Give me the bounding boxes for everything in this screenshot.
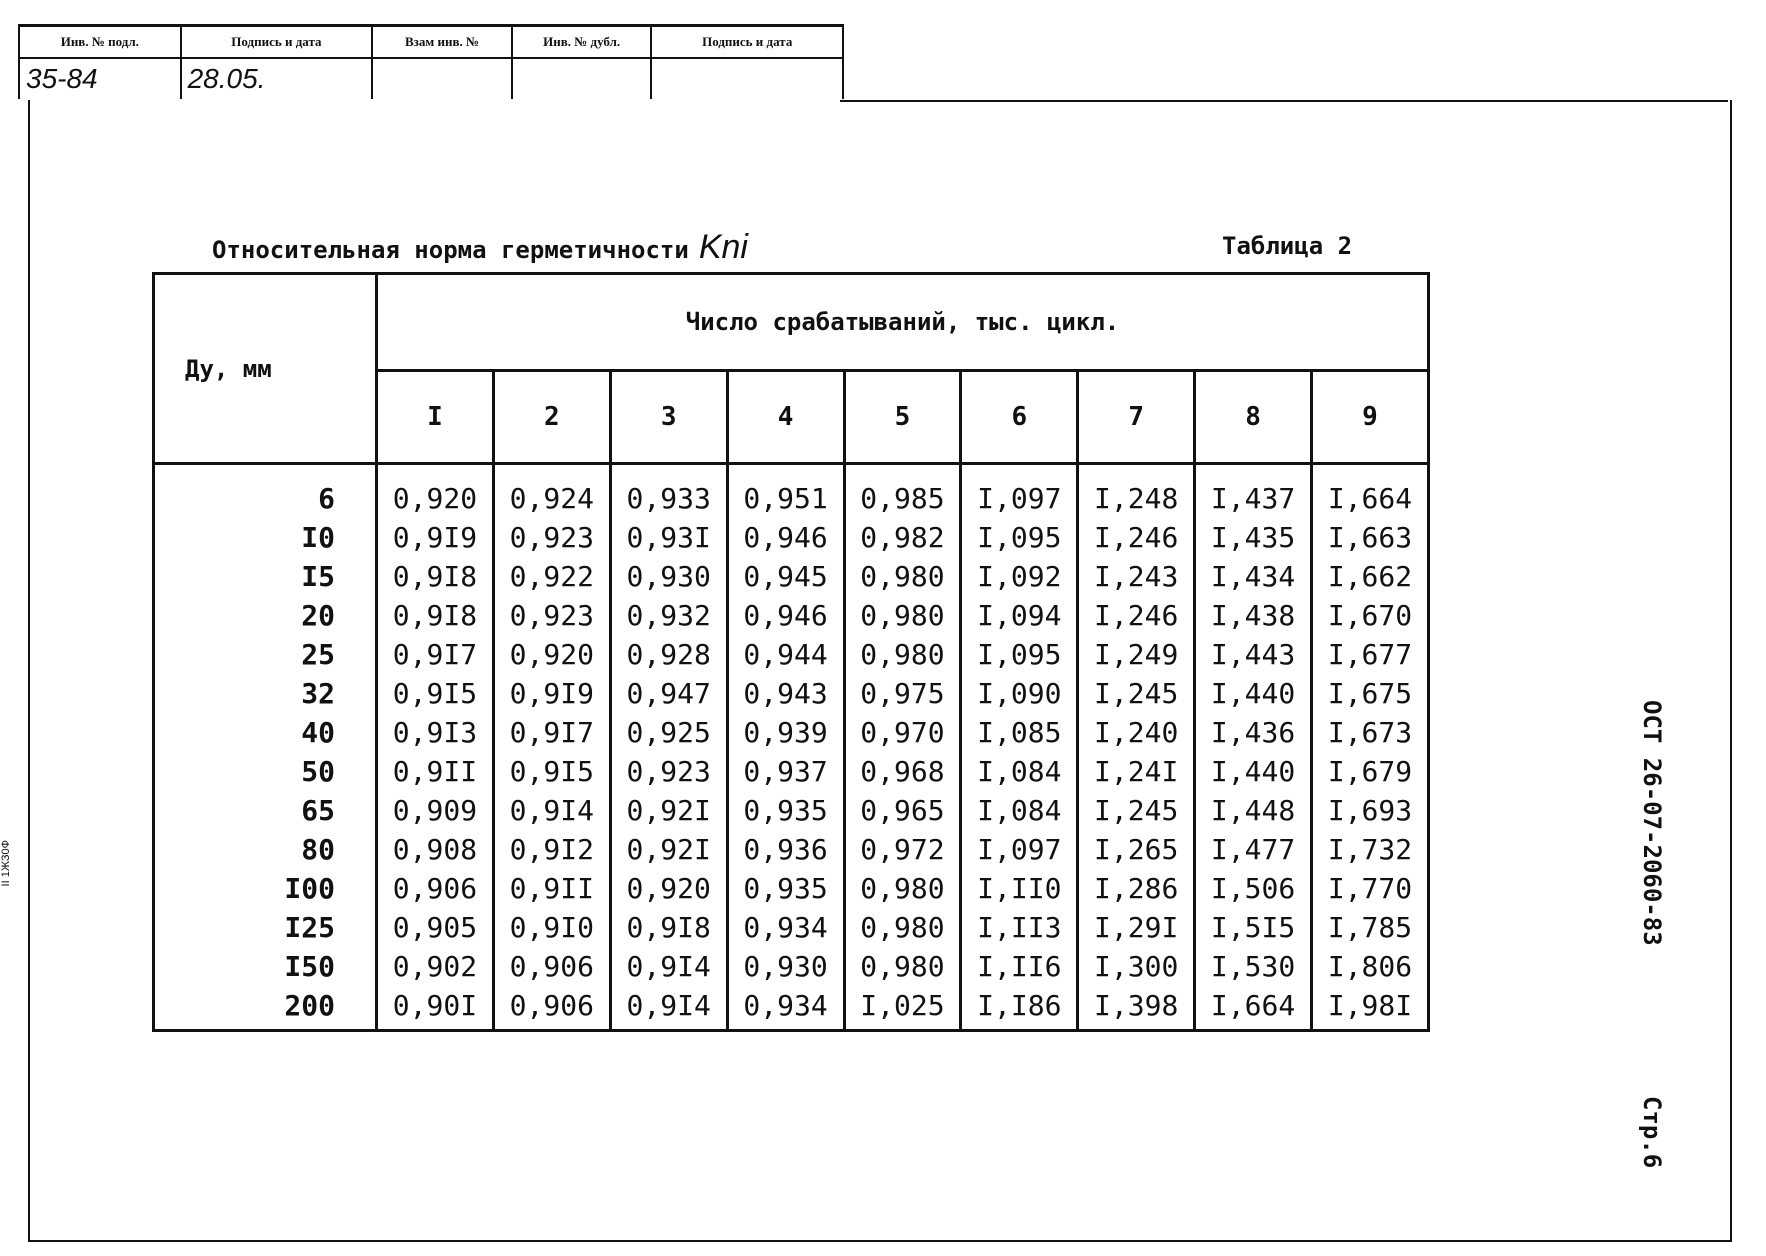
stamp-value	[651, 58, 843, 99]
table-cell: 0,934	[727, 908, 844, 947]
table-cell: 0,975	[844, 674, 961, 713]
table-cell: I,440	[1195, 752, 1312, 791]
table-cell: I,249	[1078, 635, 1195, 674]
column-header: 9	[1312, 371, 1429, 464]
row-label: I25	[154, 908, 377, 947]
table-cell: I,662	[1312, 557, 1429, 596]
table-cell: 0,908	[377, 830, 494, 869]
table-cell: I,673	[1312, 713, 1429, 752]
table-number: Таблица 2	[1222, 232, 1353, 260]
table-cell: I,670	[1312, 596, 1429, 635]
table-row	[154, 986, 1429, 1031]
table-cell: 0,924	[493, 464, 610, 519]
table-cell: I,506	[1195, 869, 1312, 908]
table-cell: 0,970	[844, 713, 961, 752]
table-cell: I,29I	[1078, 908, 1195, 947]
stamp-value: 35-84	[19, 58, 181, 99]
table-cell: I,98I	[1312, 986, 1429, 1031]
table-cell: 0,946	[727, 518, 844, 557]
table-cell: I,477	[1195, 830, 1312, 869]
table-cell: I,24I	[1078, 752, 1195, 791]
column-header: I	[377, 371, 494, 464]
table-cell: 0,932	[610, 596, 727, 635]
table-cell: 0,944	[727, 635, 844, 674]
table-cell: I,085	[961, 713, 1078, 752]
stamp-value: 28.05.	[181, 58, 373, 99]
table-cell: I,438	[1195, 596, 1312, 635]
table-cell: 0,980	[844, 908, 961, 947]
table-cell: 0,939	[727, 713, 844, 752]
table-cell: I,448	[1195, 791, 1312, 830]
group-header: Число срабатываний, тыс. цикл.	[377, 274, 1429, 371]
row-label: 40	[154, 713, 377, 752]
table-row	[154, 557, 1429, 596]
table-cell: I,693	[1312, 791, 1429, 830]
table-row	[154, 464, 1429, 519]
table-cell: 0,9I2	[493, 830, 610, 869]
table-cell: I,II6	[961, 947, 1078, 986]
table-cell: I,II3	[961, 908, 1078, 947]
caption-text: Относительная норма герметичности	[212, 236, 689, 264]
table-cell: I,I86	[961, 986, 1078, 1031]
column-header: 7	[1078, 371, 1195, 464]
table-cell: I,286	[1078, 869, 1195, 908]
table-row	[154, 674, 1429, 713]
table-cell: I,095	[961, 635, 1078, 674]
table-cell: I,240	[1078, 713, 1195, 752]
row-label: 6	[154, 464, 377, 519]
table-cell: 0,936	[727, 830, 844, 869]
table-cell: 0,980	[844, 869, 961, 908]
table-cell: 0,925	[610, 713, 727, 752]
table-cell: 0,9I8	[377, 596, 494, 635]
table-cell: I,097	[961, 464, 1078, 519]
column-header: 5	[844, 371, 961, 464]
table-cell: 0,945	[727, 557, 844, 596]
page-number: Стр.6	[1638, 1096, 1666, 1169]
table-row	[154, 596, 1429, 635]
margin-note: II 1ЖЗ0Ф	[0, 840, 12, 887]
table-cell: 0,920	[493, 635, 610, 674]
table-cell: 0,9I0	[493, 908, 610, 947]
table-cell: 0,923	[493, 518, 610, 557]
table-cell: 0,9I7	[493, 713, 610, 752]
table-cell: 0,906	[493, 986, 610, 1031]
table-cell: 0,93I	[610, 518, 727, 557]
table-cell: I,677	[1312, 635, 1429, 674]
table-cell: 0,946	[727, 596, 844, 635]
table-cell: 0,9I8	[610, 908, 727, 947]
table-cell: I,398	[1078, 986, 1195, 1031]
table-row	[154, 635, 1429, 674]
stamp-header: Подпись и дата	[181, 26, 373, 59]
caption-symbol: Kni	[698, 228, 748, 266]
table-cell: 0,9II	[377, 752, 494, 791]
table-cell: I,246	[1078, 596, 1195, 635]
table-cell: 0,9I5	[377, 674, 494, 713]
stamp-header: Подпись и дата	[651, 26, 843, 59]
table-cell: I,245	[1078, 791, 1195, 830]
approval-stamp	[18, 24, 844, 99]
table-cell: 0,980	[844, 947, 961, 986]
table-cell: 0,9I8	[377, 557, 494, 596]
row-label: 200	[154, 986, 377, 1031]
table-row	[154, 518, 1429, 557]
table-row	[154, 830, 1429, 869]
table-cell: 0,920	[610, 869, 727, 908]
table-cell: 0,92I	[610, 830, 727, 869]
table-cell: 0,9I4	[610, 947, 727, 986]
table-cell: I,436	[1195, 713, 1312, 752]
table-cell: I,732	[1312, 830, 1429, 869]
table-row	[154, 947, 1429, 986]
table-cell: I,663	[1312, 518, 1429, 557]
table-row	[154, 908, 1429, 947]
stamp-header: Взам инв. №	[372, 26, 512, 59]
table-cell: 0,980	[844, 635, 961, 674]
table-cell: 0,930	[610, 557, 727, 596]
table-cell: 0,951	[727, 464, 844, 519]
stamp-value	[512, 58, 652, 99]
table-cell: 0,909	[377, 791, 494, 830]
table-cell: 0,935	[727, 869, 844, 908]
table-row	[154, 869, 1429, 908]
table-cell: I,664	[1195, 986, 1312, 1031]
table-cell: I,675	[1312, 674, 1429, 713]
row-header: Ду, мм	[154, 274, 377, 464]
table-cell: I,094	[961, 596, 1078, 635]
table-cell: 0,9I4	[493, 791, 610, 830]
table-cell: 0,9II	[493, 869, 610, 908]
table-cell: 0,928	[610, 635, 727, 674]
table-cell: 0,980	[844, 557, 961, 596]
table-cell: 0,906	[493, 947, 610, 986]
table-row	[154, 713, 1429, 752]
table-cell: I,084	[961, 791, 1078, 830]
row-label: 50	[154, 752, 377, 791]
table-cell: 0,905	[377, 908, 494, 947]
document-code: ОСТ 26-07-2060-83	[1638, 700, 1666, 946]
table-caption	[212, 228, 748, 267]
table-cell: I,664	[1312, 464, 1429, 519]
table-cell: I,5I5	[1195, 908, 1312, 947]
table-cell: I,806	[1312, 947, 1429, 986]
table-cell: 0,9I9	[493, 674, 610, 713]
row-label: 65	[154, 791, 377, 830]
table-cell: 0,9I4	[610, 986, 727, 1031]
table-body	[154, 464, 1429, 1031]
table-cell: 0,935	[727, 791, 844, 830]
table-cell: 0,972	[844, 830, 961, 869]
table-cell: 0,9I5	[493, 752, 610, 791]
table-cell: 0,968	[844, 752, 961, 791]
table-cell: 0,90I	[377, 986, 494, 1031]
table-cell: 0,943	[727, 674, 844, 713]
table-cell: 0,933	[610, 464, 727, 519]
table-cell: I,092	[961, 557, 1078, 596]
table-cell: 0,982	[844, 518, 961, 557]
table-cell: 0,9I9	[377, 518, 494, 557]
table-cell: I,265	[1078, 830, 1195, 869]
table-cell: I,530	[1195, 947, 1312, 986]
table-cell: 0,985	[844, 464, 961, 519]
row-label: I00	[154, 869, 377, 908]
table-cell: I,785	[1312, 908, 1429, 947]
column-header: 2	[493, 371, 610, 464]
table-cell: I,II0	[961, 869, 1078, 908]
table-cell: 0,947	[610, 674, 727, 713]
table-cell: I,246	[1078, 518, 1195, 557]
column-header: 4	[727, 371, 844, 464]
table-cell: I,679	[1312, 752, 1429, 791]
table-cell: I,300	[1078, 947, 1195, 986]
column-header: 3	[610, 371, 727, 464]
column-header: 8	[1195, 371, 1312, 464]
table-cell: 0,902	[377, 947, 494, 986]
table-cell: I,437	[1195, 464, 1312, 519]
table-cell: I,097	[961, 830, 1078, 869]
table-cell: I,245	[1078, 674, 1195, 713]
column-header: 6	[961, 371, 1078, 464]
stamp-value	[372, 58, 512, 99]
table-cell: I,443	[1195, 635, 1312, 674]
table-cell: I,090	[961, 674, 1078, 713]
row-label: I0	[154, 518, 377, 557]
table-cell: I,243	[1078, 557, 1195, 596]
table-cell: 0,965	[844, 791, 961, 830]
table-cell: 0,9I3	[377, 713, 494, 752]
page-frame-top	[840, 100, 1728, 102]
table-cell: 0,937	[727, 752, 844, 791]
row-label: 20	[154, 596, 377, 635]
table-cell: 0,922	[493, 557, 610, 596]
table-cell: 0,906	[377, 869, 494, 908]
row-label: 25	[154, 635, 377, 674]
table-cell: 0,920	[377, 464, 494, 519]
table-cell: 0,923	[610, 752, 727, 791]
row-label: I50	[154, 947, 377, 986]
tightness-table	[152, 272, 1430, 1032]
table-cell: I,770	[1312, 869, 1429, 908]
table-cell: I,435	[1195, 518, 1312, 557]
stamp-header: Инв. № дубл.	[512, 26, 652, 59]
stamp-header: Инв. № подл.	[19, 26, 181, 59]
table-cell: 0,92I	[610, 791, 727, 830]
table-cell: I,025	[844, 986, 961, 1031]
table-cell: 0,934	[727, 986, 844, 1031]
row-label: 32	[154, 674, 377, 713]
table-cell: I,440	[1195, 674, 1312, 713]
table-cell: I,084	[961, 752, 1078, 791]
table-cell: 0,9I7	[377, 635, 494, 674]
table-cell: I,095	[961, 518, 1078, 557]
row-label: 80	[154, 830, 377, 869]
table-cell: 0,930	[727, 947, 844, 986]
table-cell: 0,980	[844, 596, 961, 635]
table-cell: I,248	[1078, 464, 1195, 519]
table-cell: I,434	[1195, 557, 1312, 596]
row-label: I5	[154, 557, 377, 596]
table-cell: 0,923	[493, 596, 610, 635]
table-row	[154, 791, 1429, 830]
table-row	[154, 752, 1429, 791]
